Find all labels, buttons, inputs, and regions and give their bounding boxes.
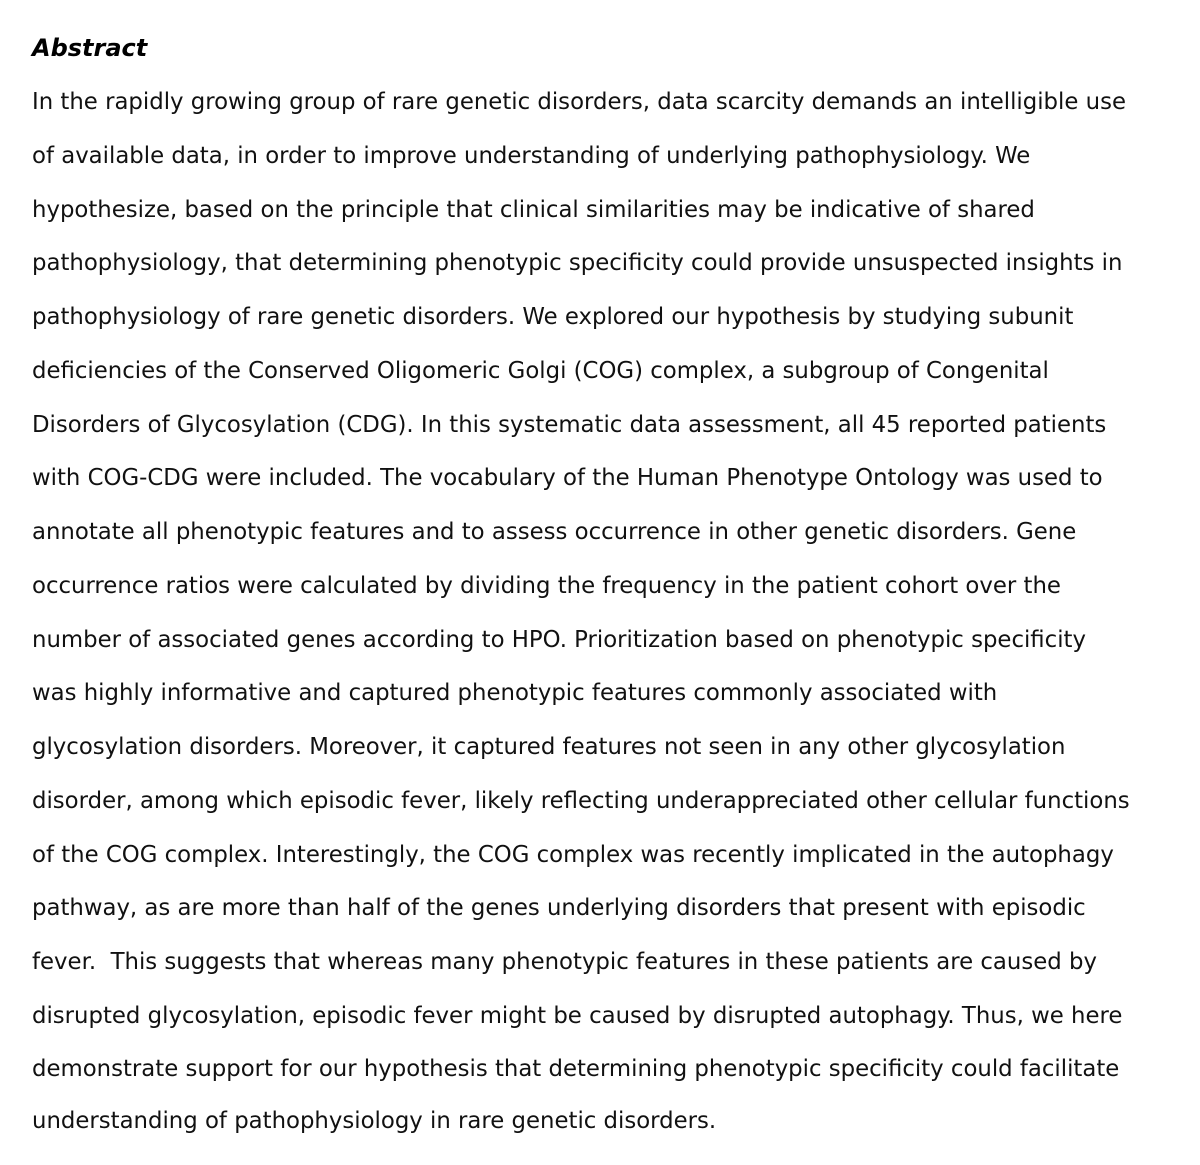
abstract-line: disorder, among which episodic fever, likely reflecting underappreciated other cellular functions [32,788,1130,814]
abstract-line: of the COG complex. Interestingly, the COG complex was recently implicated in the autophagy [32,842,1114,868]
abstract-line: occurrence ratios were calculated by dividing the frequency in the patient cohort over the [32,573,1061,599]
abstract-line: pathway, as are more than half of the genes underlying disorders that present with episodic [32,895,1086,921]
abstract-line: was highly informative and captured phenotypic features commonly associated with [32,680,998,706]
abstract-line: deficiencies of the Conserved Oligomeric Golgi (COG) complex, a subgroup of Congenital [32,358,1049,384]
abstract-line: pathophysiology of rare genetic disorders. We explored our hypothesis by studying subunit [32,304,1074,330]
abstract-line: hypothesize, based on the principle that clinical similarities may be indicative of shared [32,197,1035,223]
abstract-line: demonstrate support for our hypothesis that determining phenotypic specificity could facilitate [32,1056,1120,1082]
abstract-line: with COG-CDG were included. The vocabulary of the Human Phenotype Ontology was used to [32,465,1103,491]
abstract-line: number of associated genes according to HPO. Prioritization based on phenotypic specificity [32,627,1086,653]
abstract-line: fever. This suggests that whereas many phenotypic features in these patients are caused by [32,949,1097,975]
abstract-line: annotate all phenotypic features and to assess occurrence in other genetic disorders. Gene [32,519,1077,545]
abstract-line: glycosylation disorders. Moreover, it captured features not seen in any other glycosylation [32,734,1066,760]
abstract-line: understanding of pathophysiology in rare genetic disorders. [32,1108,717,1134]
abstract-line: Disorders of Glycosylation (CDG). In this systematic data assessment, all 45 reported patients [32,412,1107,438]
abstract-line: of available data, in order to improve understanding of underlying pathophysiology. We [32,143,1031,169]
abstract-line: In the rapidly growing group of rare genetic disorders, data scarcity demands an intelligible use [32,89,1126,115]
abstract-line: pathophysiology, that determining phenotypic specificity could provide unsuspected insights in [32,250,1123,276]
abstract-heading: Abstract [32,34,148,62]
abstract-line: disrupted glycosylation, episodic fever might be caused by disrupted autophagy. Thus, we here [32,1003,1123,1029]
